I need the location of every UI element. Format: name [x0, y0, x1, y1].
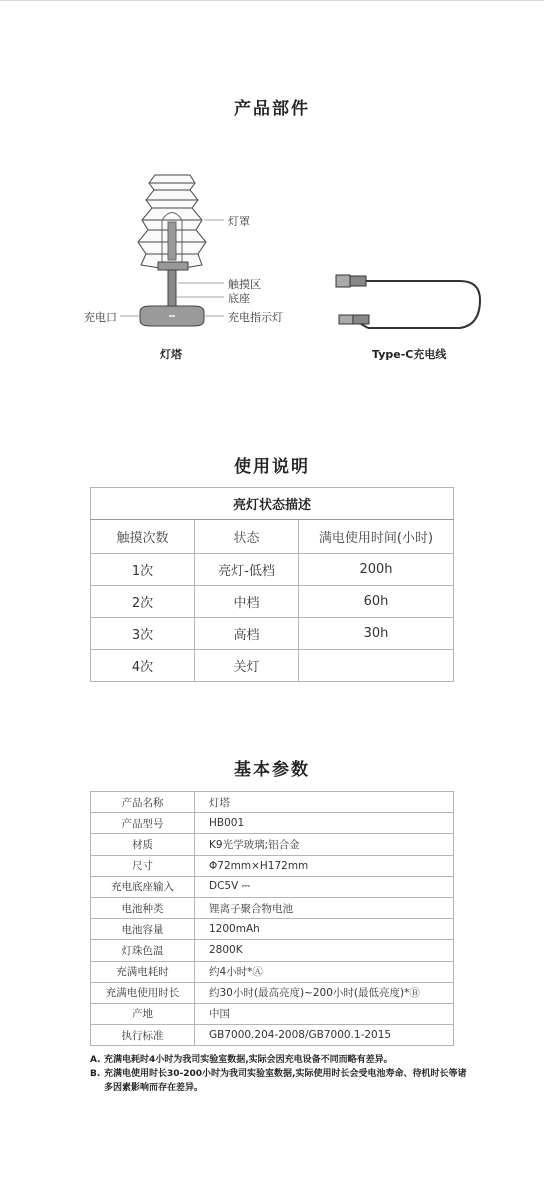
table-row — [91, 618, 454, 650]
spec-key: 充满电使用时长 — [91, 982, 195, 1003]
label-base: 底座 — [228, 292, 250, 305]
parts-section-title: 产品部件 — [234, 99, 310, 119]
table-row — [91, 834, 454, 855]
caption-cable: Type-C充电线 — [372, 348, 447, 361]
spec-value: Φ72mm×H172mm — [195, 855, 454, 876]
spec-value: 2800K — [195, 940, 454, 961]
spec-value: GB7000.204-2008/GB7000.1-2015 — [195, 1025, 454, 1046]
table-cell: 高档 — [195, 618, 299, 650]
header-runtime: 满电使用时间(小时) — [299, 520, 454, 554]
usage-section-title: 使用说明 — [234, 457, 310, 477]
table-row — [91, 919, 454, 940]
table-row — [91, 813, 454, 834]
footnotes — [90, 1053, 470, 1095]
spec-value: 约30小时(最高亮度)~200小时(最低亮度)*Ⓑ — [195, 982, 454, 1003]
spec-value: DC5V ⎓ — [195, 876, 454, 897]
header-status: 状态 — [195, 520, 299, 554]
lamp-collar — [158, 262, 188, 270]
spec-key: 材质 — [91, 834, 195, 855]
footnote-text: 充满电使用时长30-200小时为我司实验室数据,实际使用时长会受电池寿命、待机时长等诸多因素影响而存在差异。 — [104, 1069, 467, 1093]
footnote-mark: A. — [90, 1055, 101, 1065]
usage-table — [90, 487, 454, 682]
usage-caption: 亮灯状态描述 — [91, 488, 454, 520]
spec-value: 锂离子聚合物电池 — [195, 897, 454, 918]
spec-key: 电池容量 — [91, 919, 195, 940]
usage-header-row — [91, 520, 454, 554]
typec-cable — [336, 275, 480, 328]
spec-key: 灯珠色温 — [91, 940, 195, 961]
table-cell: 2次 — [91, 586, 195, 618]
spec-key: 产品型号 — [91, 813, 195, 834]
table-cell: 关灯 — [195, 650, 299, 682]
table-cell: 4次 — [91, 650, 195, 682]
spec-value: K9光学玻璃;铝合金 — [195, 834, 454, 855]
spec-value: 灯塔 — [195, 792, 454, 813]
footnote-text: 充满电耗时4小时为我司实验室数据,实际会因充电设备不同而略有差异。 — [104, 1055, 393, 1065]
usage-caption-row — [91, 488, 454, 520]
table-cell: 3次 — [91, 618, 195, 650]
table-row — [91, 897, 454, 918]
table-cell — [299, 650, 454, 682]
spec-key: 充电底座输入 — [91, 876, 195, 897]
table-row — [91, 855, 454, 876]
spec-key: 执行标准 — [91, 1025, 195, 1046]
table-row — [91, 650, 454, 682]
spec-value: 约4小时*Ⓐ — [195, 961, 454, 982]
spec-key: 充满电耗时 — [91, 961, 195, 982]
spec-value: 1200mAh — [195, 919, 454, 940]
spec-key: 电池种类 — [91, 897, 195, 918]
spec-table — [90, 791, 454, 1046]
table-cell: 200h — [299, 554, 454, 586]
spec-value: 中国 — [195, 1003, 454, 1024]
table-cell: 中档 — [195, 586, 299, 618]
table-row — [91, 554, 454, 586]
label-charge-port: 充电口 — [84, 311, 117, 324]
spec-key: 尺寸 — [91, 855, 195, 876]
table-row — [91, 961, 454, 982]
table-row — [91, 940, 454, 961]
table-cell: 1次 — [91, 554, 195, 586]
table-row — [91, 586, 454, 618]
table-row — [91, 792, 454, 813]
label-shade: 灯罩 — [228, 215, 250, 228]
table-row — [91, 876, 454, 897]
lamp-illustration — [0, 150, 544, 380]
label-indicator: 充电指示灯 — [228, 311, 283, 324]
table-cell: 亮灯-低档 — [195, 554, 299, 586]
spec-key: 产地 — [91, 1003, 195, 1024]
table-row — [91, 982, 454, 1003]
footnote-b — [90, 1067, 470, 1095]
caption-lamp: 灯塔 — [160, 348, 182, 361]
table-row — [91, 1025, 454, 1046]
lamp-stem — [168, 270, 176, 308]
footnote-mark: B. — [90, 1069, 101, 1079]
table-row — [91, 1003, 454, 1024]
spec-key: 产品名称 — [91, 792, 195, 813]
label-touch-area: 触摸区 — [228, 278, 261, 291]
spec-value: HB001 — [195, 813, 454, 834]
parts-figure — [0, 150, 544, 380]
footnote-a — [90, 1053, 470, 1067]
top-divider — [0, 0, 544, 1]
spec-section-title: 基本参数 — [234, 760, 310, 780]
table-cell: 60h — [299, 586, 454, 618]
header-touch-count: 触摸次数 — [91, 520, 195, 554]
table-cell: 30h — [299, 618, 454, 650]
